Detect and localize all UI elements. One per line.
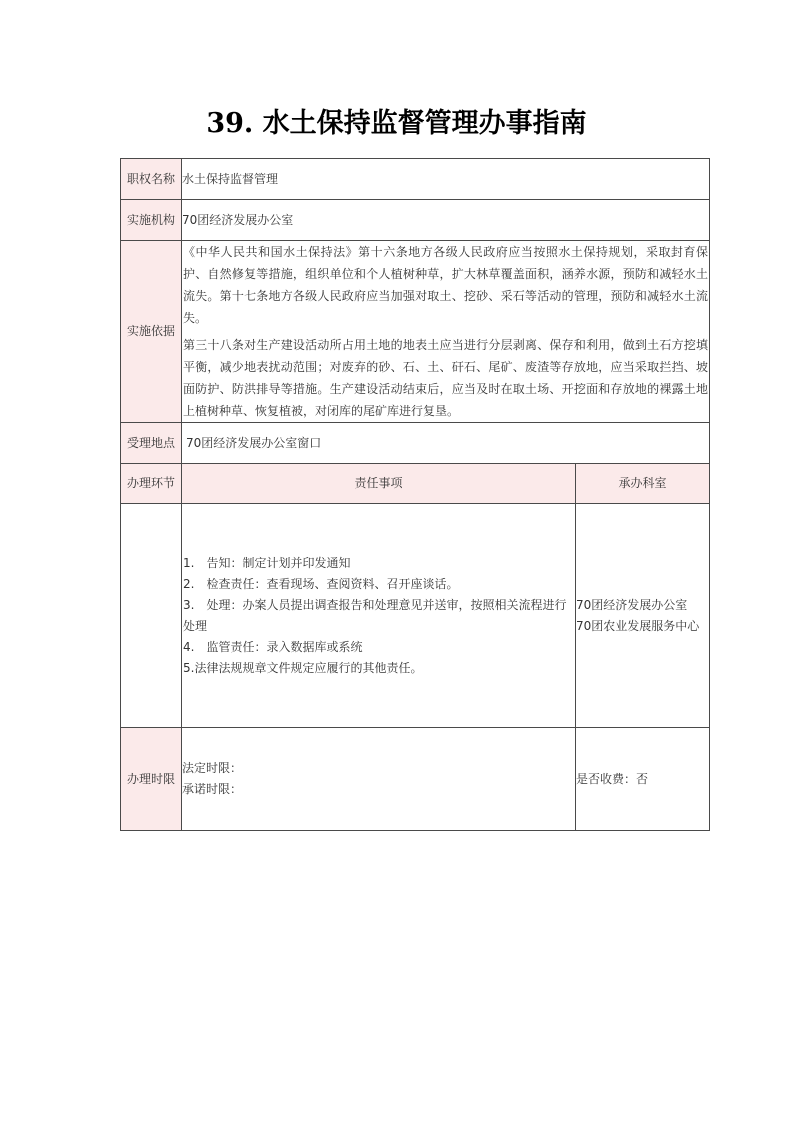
promised-limit: 承诺时限：: [182, 782, 243, 796]
list-item: 3. 处理：办案人员提出调查报告和处理意见并送审，按照相关流程进行处理: [183, 597, 567, 633]
list-item: 70团农业发展服务中心: [576, 618, 700, 633]
list-item: 1. 告知：制定计划并印发通知: [183, 555, 351, 570]
list-item: 4. 监管责任：录入数据库或系统: [183, 639, 363, 654]
list-item: 2. 检查责任：查看现场、查阅资料、召开座谈话。: [183, 576, 459, 591]
row-location: [121, 423, 710, 464]
duties-list: [182, 504, 576, 728]
basis-paragraph: 《中华人民共和国水土保持法》第十六条地方各级人民政府应当按照水土保持规划，采取封育保护、自然修复等措施，组织单位和个人植树种草，扩大林草覆盖面积，涵养水源，预防和减轻水土流失。第十七条地方各级人民政府应当加强对取土、挖砂、采石等活动的管理，预防和减轻水土流失。: [183, 245, 709, 325]
label-authority-name: 职权名称: [121, 159, 182, 200]
value-authority-name: 水土保持监督管理: [182, 159, 710, 200]
list-item: 70团经济发展办公室: [576, 597, 688, 612]
list-item: 5.法律法规规章文件规定应履行的其他责任。: [183, 660, 423, 675]
statutory-limit: 法定时限：: [182, 761, 243, 775]
basis-paragraph: 第三十八条对生产建设活动所占用土地的地表土应当进行分层剥离、保存和利用，做到土石方挖填平衡，减少地表扰动范围；对废弃的砂、石、土、矸石、尾矿、废渣等存放地，应当采取拦挡、坡面防护、防洪排导等措施。生产建设活动结束后，应当及时在取土场、开挖面和存放地的裸露土地上植树种草、恢复植被，对闭库的尾矿库进行复垦。: [183, 338, 709, 418]
row-agency: [121, 200, 710, 241]
value-basis: [182, 241, 710, 423]
fee-status: 是否收费：否: [576, 728, 710, 831]
header-department: 承办科室: [576, 464, 710, 504]
header-duties: 责任事项: [182, 464, 576, 504]
row-authority-name: [121, 159, 710, 200]
label-location: 受理地点: [121, 423, 182, 464]
row-time-limit: [121, 728, 710, 831]
label-time-limit: 办理时限: [121, 728, 182, 831]
label-process: 办理环节: [121, 464, 182, 504]
guide-table: [120, 158, 710, 831]
value-location: 70团经济发展办公室窗口: [182, 423, 710, 464]
time-limit-values: [182, 728, 576, 831]
row-process-header: [121, 464, 710, 504]
process-empty-cell: [121, 504, 182, 728]
row-process-content: [121, 504, 710, 728]
page-title: 39. 水土保持监督管理办事指南: [206, 108, 587, 139]
row-basis: [121, 241, 710, 423]
label-agency: 实施机构: [121, 200, 182, 241]
departments-list: [576, 504, 710, 728]
label-basis: 实施依据: [121, 241, 182, 423]
value-agency: 70团经济发展办公室: [182, 200, 710, 241]
